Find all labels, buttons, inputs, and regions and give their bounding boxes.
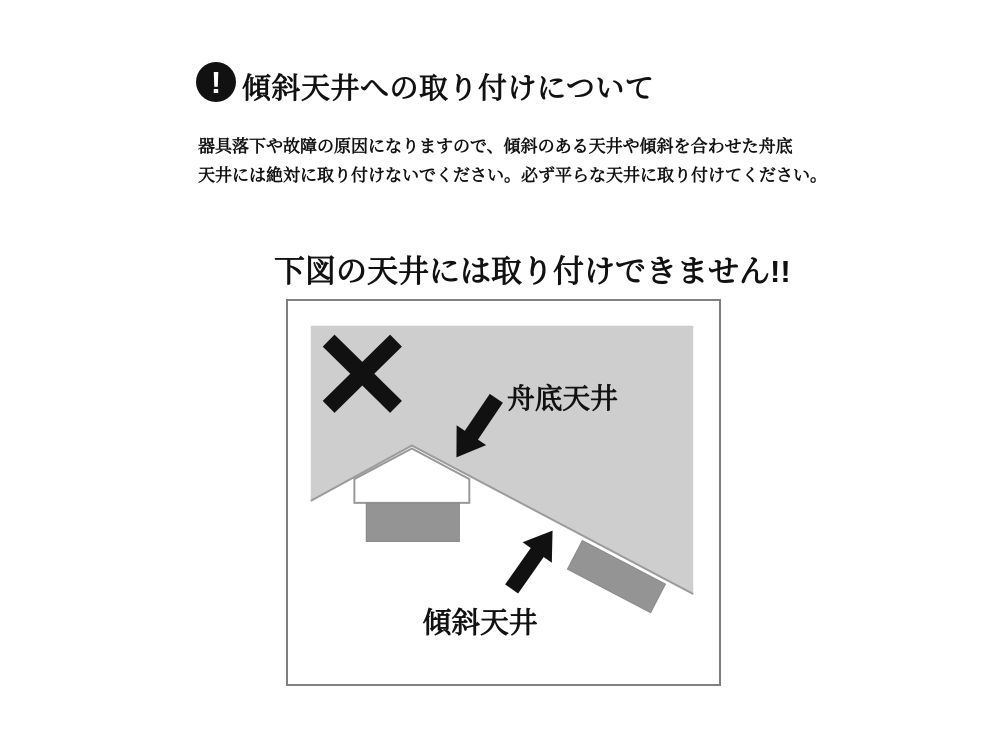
warning-text-line-1: 器具落下や故障の原因になりますので、傾斜のある天井や傾斜を合わせた舟底	[198, 137, 793, 156]
diagram-frame	[286, 299, 721, 686]
warning-icon-glyph: !	[210, 64, 222, 100]
flush-fixture-shape	[366, 503, 459, 542]
arrow-up-right-icon	[497, 520, 567, 599]
diagram-heading: 下図の天井には取り付けできません!!	[274, 254, 791, 289]
page-title: 傾斜天井への取り付けについて	[242, 73, 655, 105]
label-sloped-ceiling: 傾斜天井	[422, 607, 538, 640]
warning-text	[198, 132, 827, 190]
warning-text-line-2: 天井には絶対に取り付けないでください。必ず平らな天井に取り付けてください。	[198, 166, 827, 185]
warning-exclamation-icon	[196, 62, 236, 102]
label-boat-bottom-ceiling: 舟底天井	[506, 382, 618, 414]
ceiling-diagram	[288, 301, 719, 684]
